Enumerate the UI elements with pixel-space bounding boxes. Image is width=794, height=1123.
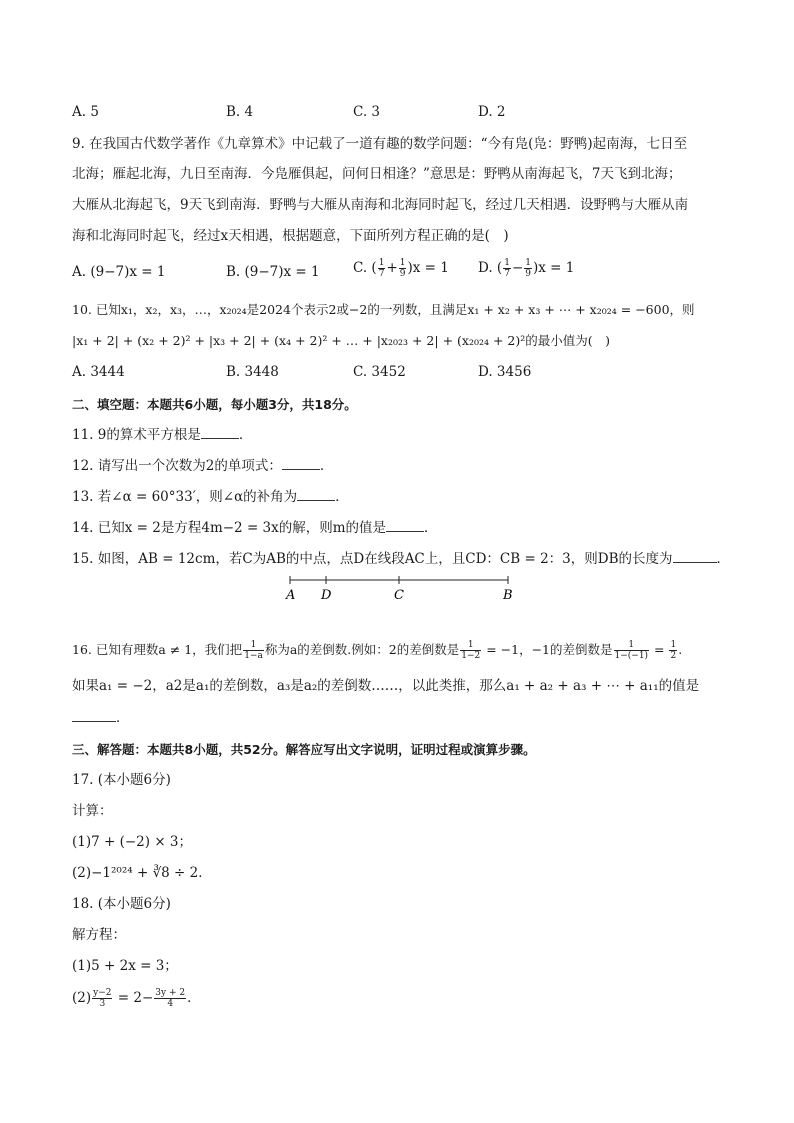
fraction	[92, 988, 112, 1009]
q16-text-d: =	[650, 642, 669, 657]
q15-period: ．	[716, 551, 730, 567]
q9-d-prefix: D. (	[478, 260, 503, 276]
q17-instruction: 计算：	[72, 803, 113, 819]
q13-text: 13. 若∠α = 60°33′，则∠α的补角为	[72, 489, 298, 505]
q10-text-line-2: |x₁ + 2| + (x₂ + 2)² + |x₃ + 2| + (x₄ + 2)² + … + |x₂₀₂₃ + 2| + (x₂₀₂₄ + 2)²的最小值为( )	[72, 333, 611, 348]
fraction	[154, 988, 186, 1009]
q8-choice-c[interactable]: C. 3	[353, 104, 381, 120]
q8-choice-a[interactable]: A. 5	[72, 104, 99, 120]
section-2-heading: 二、填空题：本题共6小题，每小题3分，共18分。	[72, 397, 357, 412]
question-13	[72, 487, 349, 507]
q9-d-suffix: )x = 1	[532, 260, 575, 276]
q15-segment-diagram	[282, 572, 522, 606]
frac-numerator: y−2	[93, 988, 112, 998]
fraction	[669, 640, 677, 661]
q17-part-1: (1)7 + (−2) × 3；	[72, 834, 193, 850]
q14-answer-blank[interactable]	[386, 519, 424, 532]
q10-choice-b[interactable]: B. 3448	[226, 364, 279, 380]
frac-numerator: 1	[670, 640, 677, 650]
question-14	[72, 518, 438, 538]
q16-text-c: = −1，−1的差倒数是	[482, 642, 613, 657]
frac-numerator: 3y + 2	[155, 988, 186, 998]
q13-answer-blank[interactable]	[297, 488, 335, 501]
q12-answer-blank[interactable]	[282, 457, 320, 470]
q8-choice-d[interactable]: D. 2	[478, 104, 506, 120]
q17-title: 17. (本小题6分)	[72, 772, 171, 788]
q18-part-1: (1)5 + 2x = 3；	[72, 958, 178, 974]
q10-choice-c[interactable]: C. 3452	[353, 364, 406, 380]
q10-text-line-1: 10. 已知x₁，x₂，x₃，…，x₂₀₂₄是2024个表示2或−2的一列数，且满足x₁ + x₂ + x₃ + ⋯ + x₂₀₂₄ = −600，则	[72, 302, 695, 317]
question-11	[72, 425, 252, 445]
label-b: B	[503, 588, 513, 603]
fraction	[460, 640, 481, 661]
q8-choice-b[interactable]: B. 4	[226, 104, 254, 120]
frac-numerator: 1	[378, 258, 385, 268]
q9-choice-d[interactable]: D. ( $\frac{1}{7}$ − $\frac{1}{9}$ )x = 1	[478, 258, 575, 279]
q9-c-prefix: C. (	[353, 260, 377, 276]
question-15	[72, 549, 730, 569]
fraction	[378, 258, 386, 279]
q16-text-b: 称为a的差倒数.例如：2的差倒数是	[264, 642, 460, 657]
q9-text-line-3: 大雁从北海起飞，9天飞到南海．野鸭与大雁从南海和北海同时起飞，经过几天相遇．设野鸭与大雁从南	[72, 197, 689, 213]
frac-denominator: 7	[378, 269, 385, 279]
q9-choice-b[interactable]: B. (9−7)x = 1	[226, 264, 320, 280]
q16-text-a: 16. 已知有理数a ≠ 1，我们把	[72, 642, 243, 657]
q9-c-suffix: )x = 1	[407, 260, 449, 276]
fraction	[399, 258, 407, 279]
frac-numerator: 1	[460, 640, 481, 651]
frac-denominator: 2	[670, 651, 677, 661]
label-d: D	[321, 588, 332, 603]
frac-denominator: 1−2	[461, 651, 481, 661]
q10-choice-d[interactable]: D. 3456	[478, 364, 532, 380]
fraction	[614, 640, 650, 661]
q11-period: ．	[238, 427, 253, 443]
q9-text-line-2: 北海；雁起北海，九日至南海．今凫雁俱起，问何日相逢？”意思是：野鸭从南海起飞，7天飞到北海；	[72, 166, 682, 182]
frac-denominator: 4	[167, 999, 174, 1009]
q11-answer-blank[interactable]	[201, 426, 239, 439]
frac-numerator: 1	[504, 258, 510, 268]
q18-title: 18. (本小题6分)	[72, 896, 171, 912]
q18-part-2-end: ．	[187, 990, 201, 1006]
q12-period: ．	[319, 458, 334, 474]
frac-numerator: 1	[525, 258, 531, 268]
q18-part-2-mid: = 2−	[113, 990, 154, 1006]
q15-answer-blank[interactable]	[673, 550, 717, 563]
q16-answer-blank[interactable]	[72, 709, 116, 722]
q11-text: 11. 9的算术平方根是	[72, 427, 201, 443]
question-12	[72, 456, 333, 476]
q16-period: ．	[116, 710, 130, 726]
q9-text-line-4: 海和北海同时起飞，经过x天相遇，根据题意，下面所列方程正确的是( )	[72, 228, 509, 244]
frac-denominator: 9	[399, 269, 406, 279]
frac-denominator: 1−(−1)	[614, 651, 649, 661]
fraction	[243, 640, 264, 661]
q13-period: ．	[335, 489, 349, 505]
q16-text-e: .	[678, 642, 683, 657]
frac-numerator: 1	[243, 640, 264, 651]
fraction	[524, 258, 532, 279]
frac-numerator: 1	[399, 258, 406, 268]
frac-denominator: 3	[99, 999, 106, 1009]
label-c: C	[394, 588, 404, 603]
frac-denominator: 7	[504, 269, 510, 279]
q17-part-2: (2)−1²⁰²⁴ + ∛8 ÷ 2．	[72, 865, 212, 881]
q9-text-line-1: 9. 在我国古代数学著作《九章算术》中记载了一道有趣的数学问题：“今有凫(凫：野鸭)起南海，七日至	[72, 136, 688, 152]
q10-choice-a[interactable]: A. 3444	[72, 364, 125, 380]
frac-numerator: 1	[614, 640, 650, 651]
q16-answer-line	[72, 708, 130, 728]
section-3-heading: 三、解答题：本题共8小题，共52分。解答应写出文字说明，证明过程或演算步骤。	[72, 742, 536, 757]
frac-denominator: 9	[525, 269, 531, 279]
q18-instruction: 解方程：	[72, 927, 126, 943]
q15-text: 15. 如图，AB = 12cm，若C为AB的中点，点D在线段AC上，且CD：CB = 2：3，则DB的长度为	[72, 551, 673, 567]
q18-part-2	[72, 988, 201, 1009]
q9-choice-a[interactable]: A. (9−7)x = 1	[72, 264, 166, 280]
q16-text-line-2: 如果a₁ = −2，a2是a₁的差倒数，a₃是a₂的差倒数……，以此类推，那么a₁ + a₂ + a₃ + ⋯ + a₁₁的值是	[72, 678, 700, 694]
q12-text: 12. 请写出一个次数为2的单项式：	[72, 458, 282, 474]
q9-choice-c[interactable]: C. ( $\frac{1}{7}$ + $\frac{1}{9}$ )x = 1	[353, 258, 449, 279]
fraction	[503, 258, 511, 279]
frac-denominator: 1−a	[244, 651, 263, 661]
q14-period: ．	[424, 520, 438, 536]
q18-part-2-prefix: (2)	[72, 990, 92, 1006]
label-a: A	[286, 588, 296, 603]
q14-text: 14. 已知x = 2是方程4m−2 = 3x的解，则m的值是	[72, 520, 387, 536]
q16-text-line-1	[72, 640, 682, 661]
